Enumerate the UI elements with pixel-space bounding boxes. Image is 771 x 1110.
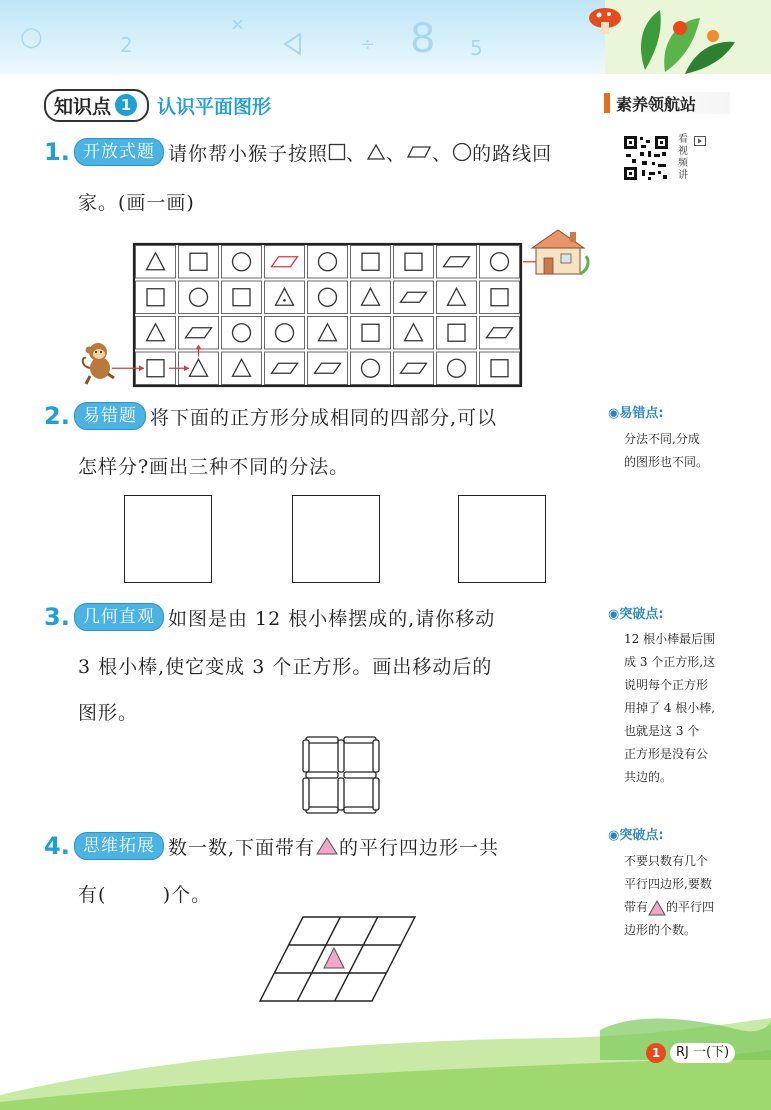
question-1-text-end: 的路线回 xyxy=(472,142,553,165)
side-line: 12 根小棒最后围 xyxy=(624,632,716,646)
monkey-icon xyxy=(83,343,114,384)
question-3-tag: 几何直观 xyxy=(74,603,164,631)
sidebar-title: 素养领航站 xyxy=(616,94,697,114)
pink-triangle-icon xyxy=(648,900,666,916)
qr-caption xyxy=(678,134,694,182)
side-line-part: 的平行四 xyxy=(666,900,715,914)
side-line: 的图形也不同。 xyxy=(624,455,709,469)
page-footer xyxy=(646,1042,735,1064)
side-title-text: 突破点: xyxy=(619,607,664,622)
section-title xyxy=(44,90,271,120)
question-2-line-2: 怎样分?画出三种不同的分法。 xyxy=(78,456,350,478)
question-2-tag: 易错题 xyxy=(74,402,146,430)
triangle-icon xyxy=(366,143,386,161)
question-1-line-2: 家。(画一画) xyxy=(78,192,195,214)
question-2-number: 2. xyxy=(44,402,70,430)
question-3-side-title xyxy=(608,603,664,622)
separator: 、 xyxy=(432,142,453,165)
question-2-side-title xyxy=(608,402,664,421)
blank-square-2[interactable] xyxy=(292,495,380,583)
side-line: 共边的。 xyxy=(624,770,673,784)
question-4-line-1 xyxy=(74,832,499,860)
question-3-text: 如图是由 12 根小棒摆成的,请你移动 xyxy=(168,607,496,630)
side-line: 边形的个数。 xyxy=(624,923,697,937)
question-1-line-1 xyxy=(74,138,552,166)
circle-icon xyxy=(452,142,472,162)
side-line: 成 3 个正方形,这 xyxy=(624,655,716,669)
side-line: 说明每个正方形 xyxy=(624,678,709,692)
stick-figure xyxy=(302,736,380,814)
target-icon: ◉ xyxy=(608,607,620,622)
sidebar-header xyxy=(604,92,730,114)
svg-text:×: × xyxy=(230,14,246,35)
pink-triangle-icon xyxy=(315,836,339,856)
separator: 、 xyxy=(346,142,367,165)
question-4-text: 数一数,下面带有 xyxy=(168,836,316,859)
qr-code-icon[interactable] xyxy=(622,134,670,182)
question-1-text: 请你帮小猴子按照 xyxy=(168,142,329,165)
edition-label: RJ 一(下) xyxy=(670,1043,735,1063)
side-line: 分法不同,分成 xyxy=(624,432,700,446)
question-4-side-note xyxy=(624,850,752,942)
question-2-line-1 xyxy=(74,402,497,430)
play-icon xyxy=(694,136,706,146)
question-2-side-note xyxy=(624,428,752,474)
svg-text:÷: ÷ xyxy=(360,34,376,55)
page-number: 1 xyxy=(646,1043,666,1063)
parallelogram-icon xyxy=(406,143,432,161)
pink-triangle-mark xyxy=(324,948,344,968)
house-icon xyxy=(532,230,588,274)
qr-caption-char: 频 xyxy=(678,158,688,169)
section-topic: 认识平面图形 xyxy=(157,95,272,118)
qr-caption-char: 讲 xyxy=(678,170,688,181)
blank-square-3[interactable] xyxy=(458,495,546,583)
side-line: 平行四边形,要数 xyxy=(624,877,712,891)
target-icon: ◉ xyxy=(608,828,620,843)
section-label: 知识点 xyxy=(54,95,112,118)
side-line xyxy=(624,896,752,919)
side-title-text: 突破点: xyxy=(619,828,664,843)
parallelogram-grid xyxy=(258,915,418,1003)
section-number: 1 xyxy=(115,94,137,116)
question-1-number: 1. xyxy=(44,138,70,166)
side-line: 也就是这 3 个 xyxy=(624,724,700,738)
monkey-route-grid[interactable] xyxy=(80,226,600,388)
question-2-text: 将下面的正方形分成相同的四部分,可以 xyxy=(150,406,498,429)
question-3-number: 3. xyxy=(44,603,70,631)
question-3-side-note xyxy=(624,628,752,789)
side-line: 用掉了 4 根小棒, xyxy=(624,701,716,715)
lighthouse-icon xyxy=(604,93,610,113)
question-4-line-2[interactable]: 有( )个。 xyxy=(78,884,212,906)
side-line: 不要只数有几个 xyxy=(624,854,709,868)
question-4-tag: 思维拓展 xyxy=(74,832,164,860)
qr-caption-char: 视 xyxy=(678,146,688,157)
square-icon xyxy=(328,143,346,161)
svg-text:○: ○ xyxy=(20,22,43,52)
question-1-tag: 开放式题 xyxy=(74,138,164,166)
side-title-text: 易错点: xyxy=(619,406,664,421)
separator: 、 xyxy=(386,142,407,165)
question-3-line-3: 图形。 xyxy=(78,702,139,724)
question-4-side-title xyxy=(608,824,664,843)
question-4-number: 4. xyxy=(44,832,70,860)
svg-text:8: 8 xyxy=(410,16,436,62)
svg-text:2: 2 xyxy=(120,33,133,57)
banner-decoration xyxy=(0,0,600,74)
question-3-line-1 xyxy=(74,603,495,631)
target-icon: ◉ xyxy=(608,406,620,421)
blank-square-1[interactable] xyxy=(124,495,212,583)
side-line-part: 带有 xyxy=(624,900,649,914)
mushroom-plant-decoration xyxy=(585,0,771,78)
question-3-line-2: 3 根小棒,使它变成 3 个正方形。画出移动后的 xyxy=(78,656,493,678)
section-pill xyxy=(44,89,149,122)
qr-caption-char: 看 xyxy=(678,134,688,145)
svg-text:5: 5 xyxy=(470,36,483,60)
question-4-text-end: 的平行四边形一共 xyxy=(339,836,500,859)
side-line: 正方形是没有公 xyxy=(624,747,709,761)
dot-mark xyxy=(283,299,286,302)
